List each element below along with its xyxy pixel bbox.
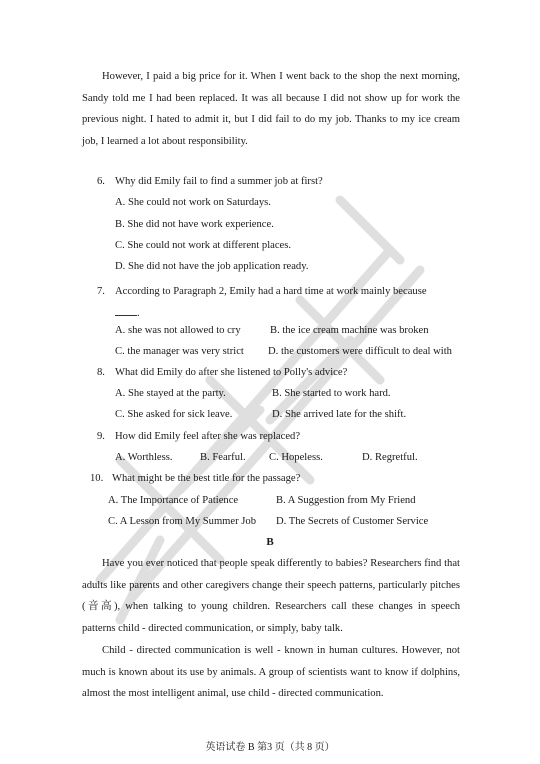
option-b[interactable]: B. She started to work hard.	[272, 388, 391, 399]
section-b-paragraph-2: Child - directed communication is well - known in human cultures. However, not much is known about its use by animals. A group of scientists want to know if dolphins, almost the most intelligent animal, use child - directed communication.	[82, 645, 460, 699]
option-a[interactable]: A. The Importance of Patience	[108, 495, 239, 506]
option-a[interactable]: A. She stayed at the party.	[115, 388, 226, 399]
answer-blank	[115, 306, 137, 316]
option-a[interactable]: A. Worthless.	[115, 452, 173, 463]
question-9	[97, 430, 461, 444]
question-stem: What did Emily do after she listened to Polly's advice?	[115, 367, 348, 378]
section-b-heading: B	[266, 536, 274, 548]
question-6	[97, 175, 461, 189]
question-number: 10.	[90, 473, 104, 484]
question-number: 7.	[97, 286, 105, 297]
option-c[interactable]: C. She asked for sick leave.	[115, 409, 233, 420]
option-d[interactable]: D. the customers were difficult to deal with	[268, 346, 452, 357]
question-10	[90, 472, 454, 486]
option-c[interactable]: C. the manager was very strict	[115, 346, 244, 357]
option-d[interactable]: D. The Secrets of Customer Service	[276, 516, 429, 527]
section-b-paragraph-1: Have you ever noticed that people speak differently to babies? Researchers find that adults like parents and other caregivers change their speech patterns, particularly pitches (音高), when talking to young children. Researchers call these changes in speech patterns child - directed communication, or simply, baby talk.	[82, 558, 460, 634]
option-c[interactable]: C. Hopeless.	[269, 452, 323, 463]
page-footer: 英语试卷 B 第3 页（共 8 页）	[205, 742, 335, 753]
option-d[interactable]: D. She did not have the job application ready.	[115, 261, 309, 272]
option-c[interactable]: C. She could not work at different places.	[115, 240, 292, 251]
question-7: 7. According to Paragraph 2, Emily had a hard time at work mainly because .	[97, 281, 461, 324]
question-number: 6.	[97, 176, 105, 187]
option-b[interactable]: B. She did not have work experience.	[115, 219, 274, 230]
option-d[interactable]: D. Regretful.	[362, 452, 418, 463]
question-stem: Why did Emily fail to find a summer job at first?	[115, 176, 323, 187]
question-number: 9.	[97, 431, 105, 442]
question-stem: According to Paragraph 2, Emily had a hard time at work mainly because	[115, 286, 427, 297]
passage-a-final-paragraph: However, I paid a big price for it. When I went back to the shop the next morning, Sandy told me I had been replaced. It was all because I did not show up for work the previous night. I hated to admit it, but I did fail to do my job. Thanks to my ice cream job, I learned a lot about responsibility.	[82, 71, 460, 147]
option-d[interactable]: D. She arrived late for the shift.	[272, 409, 407, 420]
question-8	[97, 366, 461, 380]
option-c[interactable]: C. A Lesson from My Summer Job	[108, 516, 257, 527]
option-b[interactable]: B. Fearful.	[200, 452, 246, 463]
option-b[interactable]: B. A Suggestion from My Friend	[276, 495, 416, 506]
question-stem: How did Emily feel after she was replaced?	[115, 431, 301, 442]
option-a[interactable]: A. she was not allowed to cry	[115, 325, 241, 336]
option-b[interactable]: B. the ice cream machine was broken	[270, 325, 429, 336]
question-number: 8.	[97, 367, 105, 378]
option-a[interactable]: A. She could not work on Saturdays.	[115, 197, 271, 208]
question-stem: What might be the best title for the passage?	[112, 473, 301, 484]
